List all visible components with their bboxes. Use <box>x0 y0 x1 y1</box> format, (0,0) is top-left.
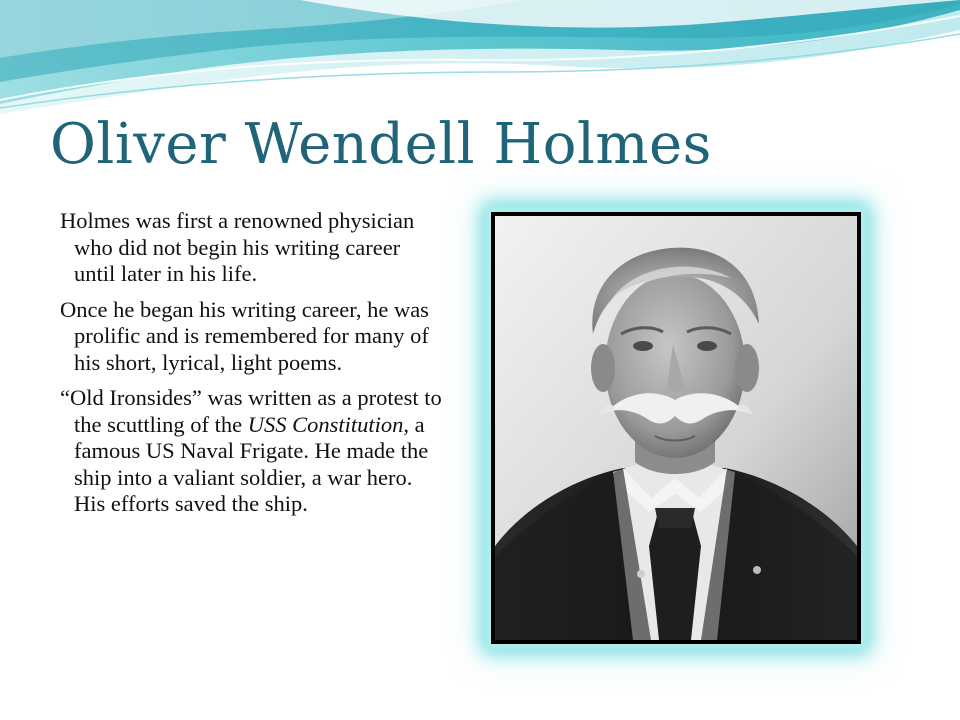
slide-title: Oliver Wendell Holmes <box>50 112 712 177</box>
body-text <box>60 208 445 527</box>
paragraph-old-ironsides <box>60 385 445 518</box>
old-ironsides-text-end: , a famous US Naval Frigate. He made the ship into a valiant soldier, a war hero. His efforts saved the ship. <box>74 411 429 516</box>
wave-banner <box>0 0 960 120</box>
old-ironsides-text-start: “Old Ironsides” was written as a protest to the scuttling of the <box>60 385 442 437</box>
portrait-photo <box>495 216 857 640</box>
paragraph-writing-career: Once he began his writing career, he was prolific and is remembered for many of his short, lyrical, light poems. <box>60 296 429 375</box>
paragraph-physician: Holmes was first a renowned physician who did not begin his writing career until later in his life. <box>60 208 415 286</box>
ship-name: USS Constitution <box>247 411 404 437</box>
portrait-frame <box>491 212 861 644</box>
